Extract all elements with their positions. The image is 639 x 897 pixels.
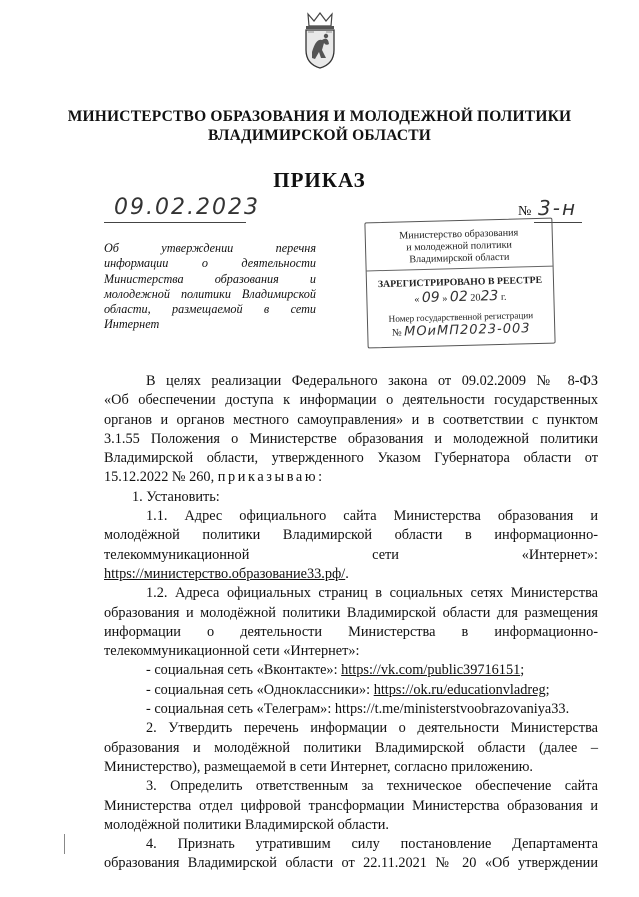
body-line: образования и молодёжной политики Владимирской области (далее – <box>104 739 598 756</box>
registration-stamp <box>364 218 555 349</box>
body-line: информации о деятельности Министерства в информационно- <box>104 623 598 640</box>
body-line: молодёжной политики Владимирской области. <box>104 816 389 833</box>
subject-line: молодежной политики Владимирской <box>104 286 316 301</box>
ministry-name-line-1: МИНИСТЕРСТВО ОБРАЗОВАНИЯ И МОЛОДЕЖНОЙ ПОЛИТИКИ <box>67 108 572 125</box>
ministry-name-line-2: ВЛАДИМИРСКОЙ ОБЛАСТИ <box>207 127 432 144</box>
body-line: образования и молодёжной политики Владимирской области для размещения <box>104 604 598 621</box>
body-line: Министерства отдел цифровой трансформации Министерства образования и <box>104 797 598 814</box>
body-line: https://министерство.образование33.рф/. <box>104 565 349 582</box>
stamp-registered: ЗАРЕГИСТРИРОВАНО В РЕЕСТРЕ <box>377 274 543 291</box>
margin-mark <box>64 834 65 854</box>
body-line: образования Владимирской области от 22.11.2021 № 20 «Об утверждении <box>104 855 598 872</box>
vkontakte-link[interactable]: https://vk.com/public39716151 <box>341 662 521 679</box>
stamp-reg-number: № МОиМП2023-003 <box>391 321 531 340</box>
body-line: 1.2. Адреса официальных страниц в социальных сетях Министерства <box>146 585 598 602</box>
body-line: телекоммуникационной сети «Интернет»: <box>104 546 598 563</box>
body-line: Владимирской области, утвержденного Указом Губернатора области от <box>104 450 598 467</box>
body-line: Министерство), размещаемой в сети Интернет, согласно приложению. <box>104 758 534 775</box>
body-line: телекоммуникационной сети «Интернет»: <box>104 643 360 660</box>
coat-of-arms-emblem <box>300 12 340 70</box>
subject-line: информации о деятельности <box>104 256 316 271</box>
body-line: «Об обеспечении доступа к информации о деятельности государственных <box>104 392 598 409</box>
body-line: 1.1. Адрес официального сайта Министерства образования и <box>146 508 598 525</box>
subject-line: Интернет <box>104 317 160 332</box>
subject-line: Министерства образования и <box>104 271 316 286</box>
subject-line: Об утверждении перечня <box>104 241 316 255</box>
body-line: молодёжной политики Владимирской области в информационно- <box>104 527 598 544</box>
body-line: 2. Утвердить перечень информации о деятельности Министерства <box>146 720 598 737</box>
social-item: - социальная сеть «Одноклассники»: https://ok.ru/educationvladreg; <box>146 681 550 698</box>
order-word: приказываю: <box>217 469 325 486</box>
stamp-date-year: 23 <box>480 288 499 305</box>
body-line: В целях реализации Федерального закона от 09.02.2009 № 8-ФЗ <box>146 373 598 389</box>
subject-line: области, размещаемой в сети <box>104 302 316 317</box>
document-body <box>104 372 598 874</box>
official-site-link[interactable]: https://министерство.образование33.рф/ <box>104 565 346 582</box>
document-subject <box>104 241 316 333</box>
handwritten-number: 3-н <box>538 196 578 220</box>
number-prefix: № <box>518 204 532 219</box>
stamp-date-month: 02 <box>449 288 468 306</box>
stamp-org-line-2: и молодежной политики <box>405 239 513 254</box>
body-line: 4. Признать утратившим силу постановление Департамента <box>146 836 598 853</box>
social-item: - социальная сеть «Вконтакте»: https://vk.com/public39716151; <box>146 662 525 679</box>
stamp-org-line-3: Владимирской области <box>409 251 510 266</box>
body-line: 3. Определить ответственным за техническое обеспечение сайта <box>146 778 598 795</box>
stamp-date: « 09 » 02 2023 г. <box>414 288 507 306</box>
body-line: 3.1.55 Положения о Министерстве образования и молодежной политики <box>104 430 598 447</box>
stamp-org-line-1: Министерство образования <box>399 227 519 242</box>
body-line: 15.12.2022 № 260, приказываю: <box>104 469 325 486</box>
handwritten-date: 09.02.2023 <box>114 195 260 220</box>
body-line: органов и органов местного самоуправления» и в соответствии с пунктом <box>104 411 598 428</box>
social-item: - социальная сеть «Телеграм»: https://t.me/ministerstvoobrazovaniya33. <box>146 701 570 718</box>
stamp-reg-label: Номер государственной регистрации <box>388 310 534 324</box>
stamp-date-day: 09 <box>421 289 440 306</box>
odnoklassniki-link[interactable]: https://ok.ru/educationvladreg <box>373 681 546 698</box>
date-underline <box>104 222 246 223</box>
body-line: 1. Установить: <box>132 488 220 505</box>
document-title: ПРИКАЗ <box>273 168 366 192</box>
